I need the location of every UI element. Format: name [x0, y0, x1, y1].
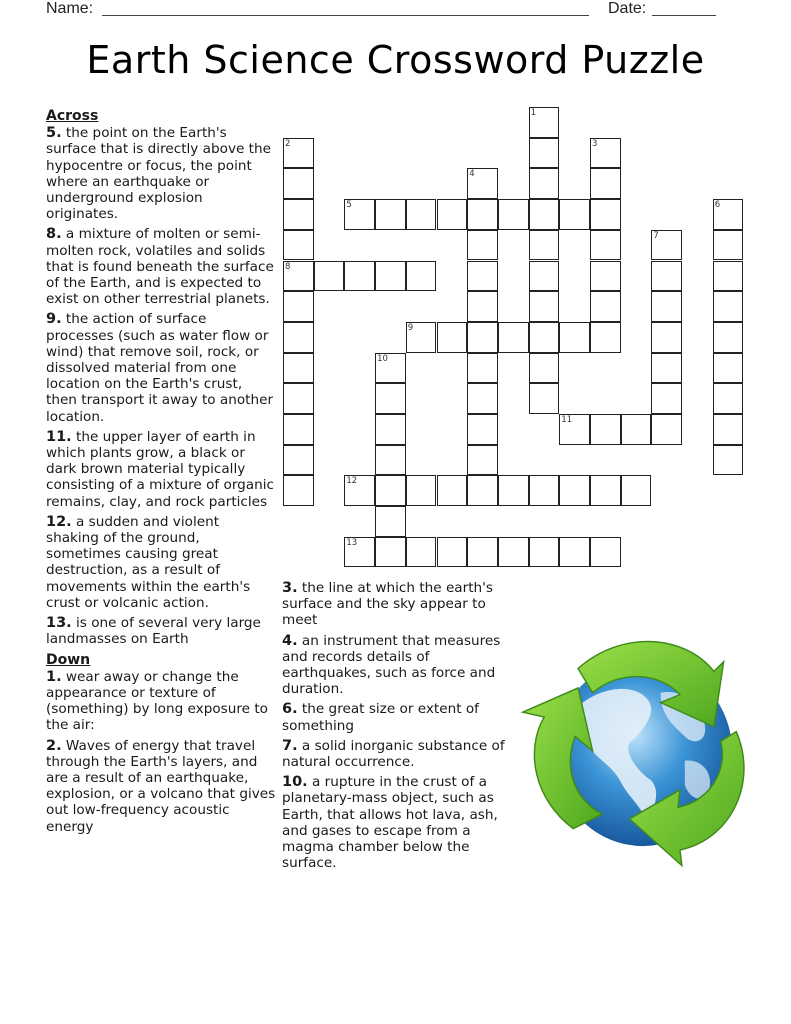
grid-cell[interactable] [559, 537, 590, 568]
clue-across-13: 13. is one of several very large landmasses on Earth [46, 615, 261, 648]
grid-cell[interactable] [651, 291, 682, 322]
recycle-globe-icon [515, 633, 777, 869]
grid-cell[interactable] [283, 291, 314, 322]
clue-number: 10 [377, 353, 388, 364]
grid-cell[interactable] [283, 199, 314, 230]
grid-cell[interactable] [467, 291, 498, 322]
grid-cell[interactable] [590, 230, 621, 261]
clue-across-9: 9. the action of surface processes (such as water flow or wind) that remove soil, rock, or dissolved material from one location on the Earth's crust, then transport it away to another location. [46, 311, 274, 425]
grid-cell[interactable] [651, 261, 682, 292]
grid-cell[interactable] [283, 168, 314, 199]
clue-number: 11 [561, 415, 573, 425]
grid-cell[interactable] [590, 168, 621, 199]
grid-cell[interactable] [590, 414, 621, 445]
grid-cell[interactable] [713, 322, 744, 353]
grid-cell[interactable] [713, 291, 744, 322]
grid-cell[interactable] [437, 475, 468, 506]
grid-cell[interactable] [498, 199, 529, 230]
clue-number: 12 [346, 476, 358, 487]
grid-cell[interactable] [529, 322, 560, 353]
grid-cell[interactable] [467, 475, 498, 506]
grid-cell[interactable] [283, 414, 314, 445]
grid-cell[interactable] [529, 383, 560, 414]
grid-cell[interactable] [713, 199, 744, 230]
clue-number: 4 [469, 169, 475, 180]
clues-left-column [46, 108, 276, 839]
clue-number: 5 [346, 200, 352, 211]
date-field[interactable] [652, 15, 716, 16]
grid-cell[interactable] [590, 537, 621, 568]
clue-number: 8 [285, 261, 291, 272]
grid-cell[interactable] [498, 537, 529, 568]
grid-cell[interactable] [314, 261, 345, 292]
grid-cell[interactable] [529, 199, 560, 230]
grid-cell[interactable] [344, 475, 375, 506]
grid-cell[interactable] [375, 475, 406, 506]
grid-cell[interactable] [498, 322, 529, 353]
clue-number: 6 [714, 200, 721, 211]
clue-number: 3 [592, 138, 598, 149]
grid-cell[interactable] [344, 261, 375, 292]
grid-cell[interactable] [375, 353, 406, 384]
grid-cell[interactable] [437, 322, 468, 353]
grid-cell[interactable] [467, 414, 498, 445]
clue-number: 2 [285, 138, 291, 149]
grid-cell[interactable] [406, 199, 437, 230]
grid-cell[interactable] [467, 168, 498, 199]
grid-cell[interactable] [713, 414, 744, 445]
clue-down-2: 2. Waves of energy that travel through the Earth's layers, and are a result of an earthquake, explosion, or a volcano that gives out low-frequency acoustic energy [46, 737, 276, 835]
clue-number: 13 [346, 537, 358, 548]
grid-cell[interactable] [529, 537, 560, 568]
grid-cell[interactable] [437, 537, 468, 568]
grid-cell[interactable] [375, 506, 406, 537]
clue-down-1: 1. wear away or change the appearance or texture of (something) by long exposure to the air: [46, 668, 268, 734]
clue-number: 7 [653, 230, 659, 241]
grid-cell[interactable] [713, 230, 744, 261]
grid-cell[interactable] [590, 475, 621, 506]
grid-cell[interactable] [590, 138, 621, 169]
grid-cell[interactable] [437, 199, 468, 230]
page-title: Earth Science Crossword Puzzle [86, 38, 705, 82]
grid-cell[interactable] [375, 414, 406, 445]
grid-cell[interactable] [283, 322, 314, 353]
grid-cell[interactable] [529, 138, 560, 169]
grid-cell[interactable] [559, 322, 590, 353]
grid-cell[interactable] [590, 199, 621, 230]
name-label: Name: [46, 0, 94, 17]
grid-cell[interactable] [651, 322, 682, 353]
clue-across-11: 11. the upper layer of earth in which plants grow, a black or dark brown material typically consisting of a mixture of organic remains, clay, and rock particles [46, 428, 274, 510]
date-label: Date: [608, 0, 647, 17]
grid-cell[interactable] [590, 291, 621, 322]
grid-cell[interactable] [344, 537, 375, 568]
grid-cell[interactable] [283, 138, 314, 169]
grid-cell[interactable] [467, 322, 498, 353]
grid-cell[interactable] [529, 475, 560, 506]
grid-cell[interactable] [651, 414, 682, 445]
grid-cell[interactable] [467, 261, 498, 292]
grid-cell[interactable] [375, 445, 406, 476]
across-heading: Across [46, 108, 99, 124]
clue-across-8: 8. a mixture of molten or semi-molten rock, volatiles and solids that is found beneath the surface of the Earth, and is expected to exist on other terrestrial planets. [46, 226, 274, 308]
grid-cell[interactable] [406, 322, 437, 353]
grid-cell[interactable] [283, 383, 314, 414]
grid-cell[interactable] [406, 537, 437, 568]
grid-cell[interactable] [375, 261, 406, 292]
clue-down-4: 4. an instrument that measures and records details of earthquakes, such as force and duration. [282, 632, 501, 698]
grid-cell[interactable] [344, 199, 375, 230]
grid-cell[interactable] [559, 475, 590, 506]
clue-down-10: 10. a rupture in the crust of a planetary-mass object, such as Earth, that allows hot lava, ash, and gases to escape from a magma chamber below the surface. [282, 774, 498, 872]
clue-down-3: 3. the line at which the earth's surface and the sky appear to meet [282, 580, 493, 629]
clue-across-5: 5. the point on the Earth's surface that is directly above the hypocentre or focus, the point where an earthquake or underground explosion originates. [46, 125, 271, 223]
clues-right-column [282, 580, 512, 875]
grid-cell[interactable] [467, 199, 498, 230]
grid-cell[interactable] [651, 383, 682, 414]
grid-cell[interactable] [529, 107, 560, 138]
grid-cell[interactable] [467, 353, 498, 384]
grid-cell[interactable] [283, 230, 314, 261]
grid-cell[interactable] [467, 230, 498, 261]
grid-cell[interactable] [406, 261, 437, 292]
name-field[interactable] [102, 15, 589, 16]
grid-cell[interactable] [529, 291, 560, 322]
grid-cell[interactable] [529, 353, 560, 384]
grid-cell[interactable] [283, 445, 314, 476]
grid-cell[interactable] [375, 383, 406, 414]
down-heading: Down [46, 651, 91, 668]
grid-cell[interactable] [590, 322, 621, 353]
grid-cell[interactable] [529, 230, 560, 261]
grid-cell[interactable] [713, 383, 744, 414]
grid-cell[interactable] [467, 537, 498, 568]
grid-cell[interactable] [559, 414, 590, 445]
clue-number: 1 [530, 108, 537, 118]
clue-down-6: 6. the great size or extent of something [282, 701, 479, 734]
grid-cell[interactable] [283, 261, 314, 292]
clue-number: 9 [407, 322, 414, 333]
clue-down-7: 7. a solid inorganic substance of natural occurrence. [282, 737, 505, 771]
grid-cell[interactable] [406, 475, 437, 506]
grid-cell[interactable] [529, 168, 560, 199]
grid-cell[interactable] [651, 230, 682, 261]
grid-cell[interactable] [713, 445, 744, 476]
grid-cell[interactable] [713, 353, 744, 384]
grid-cell[interactable] [375, 199, 406, 230]
grid-cell[interactable] [283, 475, 314, 506]
header-fields [46, 0, 746, 22]
crossword-grid [283, 107, 745, 569]
grid-cell[interactable] [498, 475, 529, 506]
grid-cell[interactable] [467, 445, 498, 476]
grid-cell[interactable] [651, 353, 682, 384]
grid-cell[interactable] [621, 475, 652, 506]
grid-cell[interactable] [713, 261, 744, 292]
grid-cell[interactable] [590, 261, 621, 292]
grid-cell[interactable] [529, 261, 560, 292]
clue-across-12: 12. a sudden and violent shaking of the ground, sometimes causing great destruction, as a result of movements within the earth's crust or volcanic action. [46, 513, 251, 611]
grid-cell[interactable] [559, 199, 590, 230]
grid-cell[interactable] [621, 414, 652, 445]
grid-cell[interactable] [375, 537, 406, 568]
grid-cell[interactable] [283, 353, 314, 384]
grid-cell[interactable] [467, 383, 498, 414]
